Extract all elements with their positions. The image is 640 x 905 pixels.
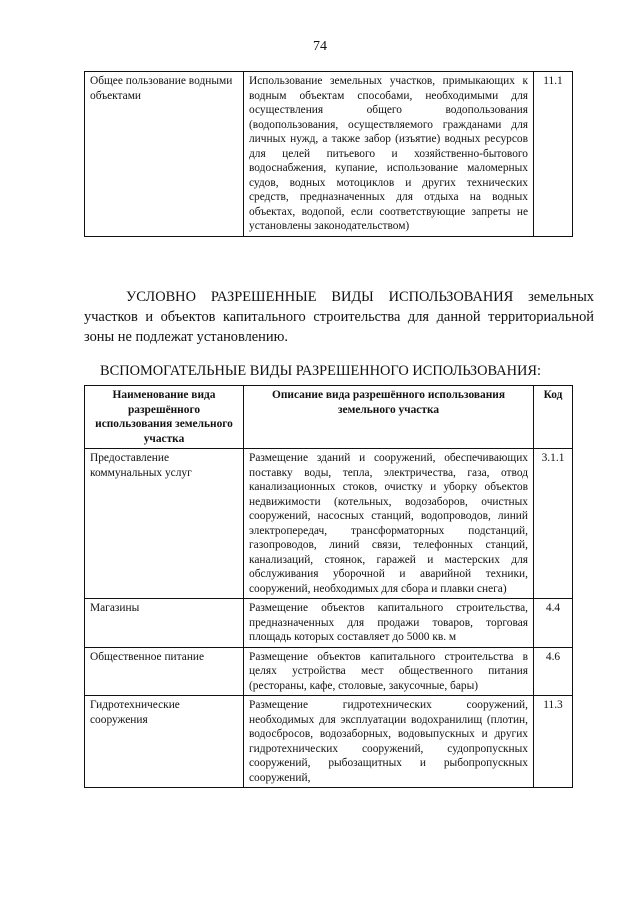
auxiliary-uses-table [84,385,573,788]
use-name-cell: Гидротехнические сооружения [85,696,244,788]
page-number: 74 [313,39,327,54]
use-description-cell: Размещение объектов капитального строительства, предназначенных для продажи товаров, торговая площадь которых составляет до 5000 кв. м [244,599,534,648]
use-description-cell: Использование земельных участков, примыкающих к водным объектам способами, необходимыми для осуществления общего водопользования (водопользования, осуществляемого гражданами для личных нужд, а также забор (изъятие) водных ресурсов для целей питьевого и хозяйственно-бытового водоснабжения, купание, использование маломерных судов, водных мотоциклов и других технических средств, предназначенных для отдыха на водных объектах, водопой, если соответствующие запреты не установлены законодательством) [244,72,534,237]
header-name: Наименование вида разрешённого использования земельного участка [85,386,244,449]
table-row [85,449,573,599]
header-code: Код [534,386,573,449]
use-code-cell: 4.6 [534,647,573,696]
use-name-cell: Магазины [85,599,244,648]
use-code-cell: 11.1 [534,72,573,237]
use-description-cell: Размещение объектов капитального строительства в целях устройства мест общественного питания (рестораны, кафе, столовые, закусочные, бары) [244,647,534,696]
table-row [85,72,573,237]
table-header-row [85,386,573,449]
land-use-table-continued [84,71,573,237]
use-name-cell: Предоставление коммунальных услуг [85,449,244,599]
use-name-cell: Общее пользование водными объектами [85,72,244,237]
auxiliary-uses-heading: ВСПОМОГАТЕЛЬНЫЕ ВИДЫ РАЗРЕШЕННОГО ИСПОЛЬЗОВАНИЯ: [100,363,541,379]
header-description: Описание вида разрешённого использования земельного участка [244,386,534,449]
use-code-cell: 4.4 [534,599,573,648]
conditional-uses-text: УСЛОВНО РАЗРЕШЕННЫЕ ВИДЫ ИСПОЛЬЗОВАНИЯ земельных участков и объектов капитального строительства для данной территориальной зоны не подлежат установлению. [84,289,594,345]
table-row [85,647,573,696]
table-row [85,696,573,788]
use-name-cell: Общественное питание [85,647,244,696]
use-code-cell: 3.1.1 [534,449,573,599]
table-row [85,599,573,648]
use-code-cell: 11.3 [534,696,573,788]
conditional-uses-paragraph [84,287,594,347]
use-description-cell: Размещение зданий и сооружений, обеспечивающих поставку воды, тепла, электричества, газа, отвод канализационных стоков, очистку и уборку объектов недвижимости (котельных, водозаборов, очистных сооружений, насосных станций, водопроводов, линий электропередач, трансформаторных подстанций, газопроводов, линий связи, телефонных станций, канализаций, стоянок, гаражей и мастерских для обслуживания уборочной и аварийной техники, сооружений, необходимых для сбора и плавки снега) [244,449,534,599]
use-description-cell: Размещение гидротехнических сооружений, необходимых для эксплуатации водохранилищ (плотин, водосбросов, водозаборных, водовыпускных и других гидротехнических сооружений, судопропускных сооружений, рыбозащитных и рыбопропускных сооружений, [244,696,534,788]
